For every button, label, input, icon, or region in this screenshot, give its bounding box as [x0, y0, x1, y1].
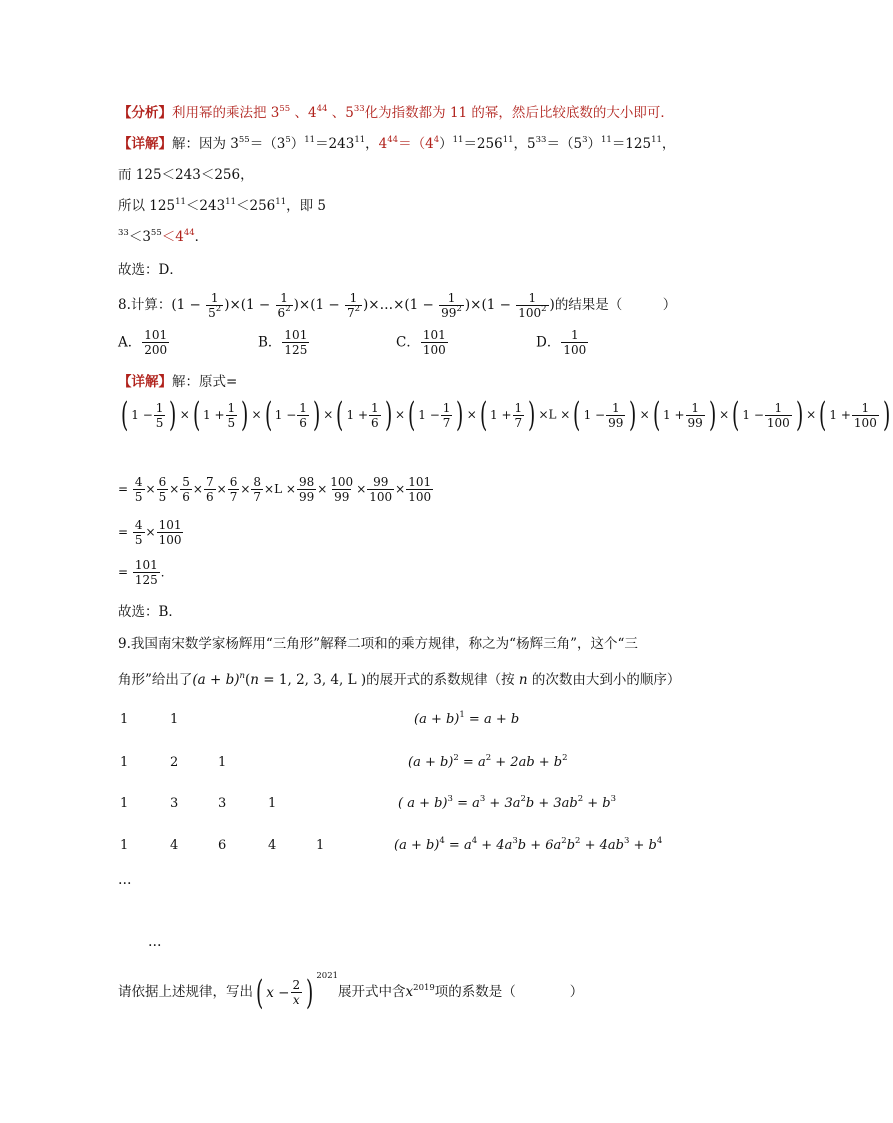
analysis-line	[118, 103, 674, 123]
option-c: C． $\frac{101}{100}$	[396, 328, 446, 357]
option-b: B． $\frac{101}{125}$	[258, 328, 308, 357]
analysis-tag: 【分析】	[118, 105, 172, 121]
option-a: A． $\frac{101}{200}$	[118, 328, 168, 357]
detail1-line1: 【详解】解：因为 $3^{55}=(3^5)^{11}=243^{11}$，$4^{44}=(4^4)^{11}=256^{11}$，$5^{33}=(5^3)^{11}=125^{11}$，	[118, 135, 676, 152]
option-d: D． $\frac{1}{100}$	[536, 328, 587, 357]
detail1-line4: $^{33}<3^{55}<4^{44}$．	[118, 228, 209, 245]
detail2-line: 【详解】解：原式=	[118, 374, 238, 390]
q9-line2: 角形”给出了$(a + b)^n(n = 1$, 2, 3, 4, L )的展开式的系数规律（按 n 的次数由大到小的顺序）	[118, 671, 681, 688]
detail1-line2: 而 125＜243＜256，	[118, 167, 254, 183]
ellipsis-2: …	[148, 934, 162, 950]
q8-options	[118, 328, 678, 364]
q9-line1: 9.我国南宋数学家杨辉用“三角形”解释二项和的乘方规律，称之为“杨辉三角”，这个“三	[118, 636, 638, 652]
detail2-step2: = $\frac{4}{5}$ × $\frac{101}{100}$	[118, 518, 182, 547]
detail2-expansion: ( 1 − 1 5 ) × ( 1 + 1 5 ) × ( 1 − 1 6 ) × ( 1 + 1 6 ) × ( 1 − 1 7 ) × ( 1 + 1 7 ) ×L × ( 1 − 1 99 ) × ( 1 + 1 99 ) × ( 1 − 1 100 ) × ( 1 + 1 100 )	[120, 395, 891, 435]
detail2-answer: 故选：B．	[118, 604, 182, 620]
ellipsis-1: …	[118, 872, 132, 888]
detail2-step1: = $\frac{4}{5}$ × $\frac{6}{5}$ × $\frac{5}{6}$ × $\frac{7}{6}$ × $\frac{6}{7}$ × $\frac{8}{7}$ ×L × $\frac{98}{99}$ × $\frac{100}{99}$ × $\frac{99}{100}$ × $\frac{101}{100}$	[118, 475, 432, 504]
q8-line: 8.计算：(1 − $\frac{1}{5^2}$ )×(1 − $\frac{1}{6^2}$ )×(1 − $\frac{1}{7^2}$ )×…×(1 − $\frac{1}{99^2}$ )×(1 − $\frac{1}{100^2}$ )的结果是（ ）	[118, 291, 677, 320]
detail2-tag: 【详解】	[118, 374, 172, 390]
detail1-answer: 故选：D．	[118, 262, 183, 278]
yanghui-triangle: 1 1 $(a + b)^1 = a + b$ 1 2 1 $(a + b)^2 = a^2 + 2ab + b^2$ 1 3 3 1 ( $a + b)^3 = a^3 + 3a^2b + 3ab^2 + b^3$ 1 4 6 4 1 $(a + b)^4 = a^4 + 4a^3b + 6a^2b^2 + 4ab^3 + b^4$	[120, 710, 663, 853]
q9-question: 请依据上述规律，写出 ( x − $\frac{2}{x}$ ) $^{2021}$展开式中含$x^{2019}$项的系数是（ ）	[118, 971, 584, 1013]
analysis-text: 利用幂的乘法把 $3^{55}$ 、$4^{44}$ 、$5^{33}$化为指数都为 11 的幂，然后比较底数的大小即可．	[172, 104, 674, 121]
detail1-tag: 【详解】	[118, 136, 172, 152]
detail2-step3: = $\frac{101}{125}$ ．	[118, 558, 173, 587]
detail1-line3: 所以 $125^{11}<243^{11}<256^{11}$，即 5	[118, 197, 326, 214]
